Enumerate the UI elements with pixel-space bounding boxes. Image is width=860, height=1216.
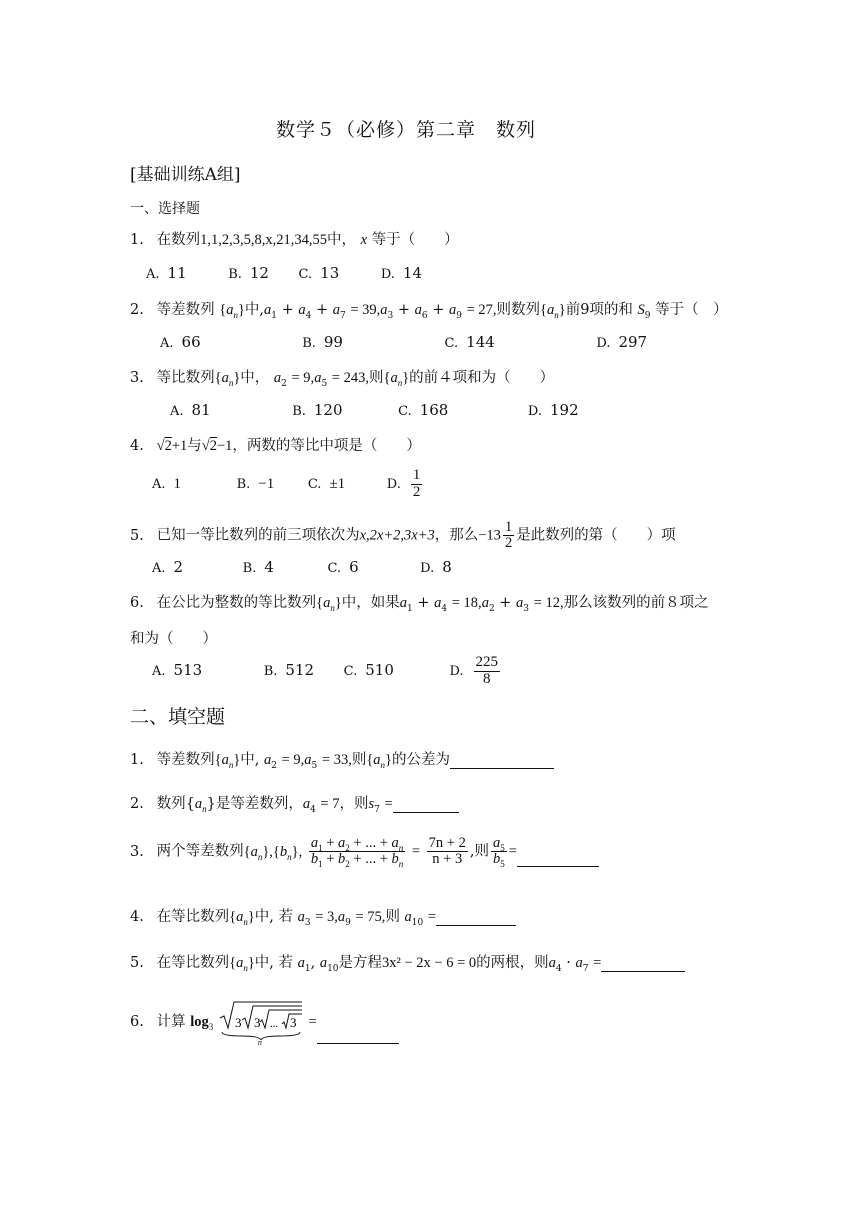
fill-question-6: 6. 计算 $\log_3$ 3 3 ... 3 n = — [130, 1000, 399, 1044]
choice-options-2 — [160, 333, 647, 351]
choice-question-5: 5. 已知一等比数列的前三项依次为x,2x+2,3x+3，那么−13 $\frac{1}{2}$ 是此数列的第（ ）项 — [130, 519, 676, 552]
option-b[interactable]: B. −1 — [236, 476, 275, 493]
fill-question-5: 5. 在等比数列$\{a_n\}$中, 若 $a_1$, $a_{10}$是方程3x² − 2x − 6 = 0的两根，则$a_4 \cdot a_7$ = — [130, 951, 685, 972]
option-a[interactable]: A. 2 — [152, 558, 184, 576]
option-c[interactable]: C. 144 — [444, 333, 495, 351]
svg-text:3: 3 — [234, 1015, 242, 1030]
option-b[interactable]: B. 120 — [292, 401, 343, 419]
question-text: 在数列 — [156, 232, 201, 248]
page-title: 数学５（必修）第二章 数列 — [276, 119, 537, 141]
answer-blank[interactable] — [601, 957, 685, 972]
option-c[interactable]: C. 510 — [343, 661, 394, 680]
option-a[interactable]: A. 81 — [170, 401, 211, 419]
choice-options-4 — [152, 468, 424, 501]
answer-blank[interactable] — [517, 852, 599, 867]
choice-question-3: 3. 等比数列$\{a_n\}$中， $a_2 = 9,a_5 = 243$,则$\{a_n\}$的前４项和为（ ） — [130, 370, 555, 389]
choice-options-3 — [170, 401, 579, 419]
nested-radical: 3 3 ... 3 n — [218, 1000, 304, 1044]
choice-options-5 — [152, 558, 452, 576]
option-d[interactable]: D. 192 — [527, 401, 579, 419]
option-c[interactable]: C. 13 — [298, 264, 340, 282]
option-c[interactable]: C. ±1 — [307, 476, 346, 493]
option-d[interactable]: D. 297 — [596, 333, 648, 351]
option-c[interactable]: C. 6 — [327, 558, 359, 576]
fill-question-2: 2. 数列$\{a_n\}$是等差数列，$a_4 = 7$，则$s_7$ = — [130, 792, 459, 813]
svg-text:3: 3 — [289, 1015, 297, 1030]
choice-question-6: 6. 在公比为整数的等比数列$\{a_n\}$中，如果$a_1 + a_4 = 18,a_2 + a_3 = 12$,那么该数列的前８项之 — [130, 595, 709, 614]
group-label: [基础训练A组] — [130, 165, 241, 185]
option-b[interactable]: B. 512 — [263, 661, 315, 680]
option-a[interactable]: A. 11 — [146, 264, 187, 282]
choice-question-1 — [130, 228, 459, 249]
fill-question-4: 4. 在等比数列$\{a_n\}$中, 若 $a_3 = 3,a_9 = 75$,则 $a_{10}$ = — [130, 905, 516, 926]
answer-blank[interactable] — [436, 911, 516, 926]
fill-question-3: 3. 两个等差数列$\{a_n\},\{b_n\}$, $\frac{a_1 + a_2 + ... + a_n}{b_1 + b_2 + ... + b_n}$ = $\frac{7n + 2}{n + 3}$ ,则 $\frac{a_5}{b_5}$ = — [130, 836, 599, 867]
choice-options-1 — [146, 264, 422, 282]
sequence: 1,1,2,3,5,8,x,21,34,55 — [200, 232, 327, 248]
question-text: 中， — [326, 232, 356, 248]
choice-section-title: 一、选择题 — [130, 201, 200, 217]
answer-blank[interactable] — [450, 754, 554, 769]
option-d[interactable]: D. 8 — [420, 558, 452, 576]
question-number: 1. — [130, 232, 144, 248]
option-d[interactable]: D. $\frac{225}{8}$ — [449, 654, 499, 687]
option-a[interactable]: A. 66 — [160, 333, 201, 351]
svg-text:3: 3 — [253, 1015, 261, 1030]
variable: x — [360, 232, 368, 248]
choice-question-6-line2: 和为（ ） — [130, 631, 217, 647]
fill-section-title: 二、填空题 — [130, 706, 226, 728]
option-a[interactable]: A. 513 — [152, 661, 203, 680]
answer-blank[interactable] — [317, 1029, 399, 1044]
option-c[interactable]: C. 168 — [398, 401, 449, 419]
option-d[interactable]: D. $\frac{1}{2}$ — [386, 467, 421, 500]
option-d[interactable]: D. 14 — [380, 264, 422, 282]
choice-options-6 — [152, 655, 502, 688]
option-b[interactable]: B. 99 — [302, 333, 343, 351]
choice-question-4: 4. √2+1与√2−1，两数的等比中项是（ ） — [130, 438, 421, 454]
option-b[interactable]: B. 4 — [242, 558, 274, 576]
answer-blank[interactable] — [393, 798, 459, 813]
option-b[interactable]: B. 12 — [228, 264, 269, 282]
fill-question-1: 1. 等差数列$\{a_n\}$中, $a_2 = 9,a_5 = 33$,则$\{a_n\}$的公差为 — [130, 748, 554, 769]
option-a[interactable]: A. 1 — [152, 476, 182, 493]
question-text: 等于（ ） — [371, 232, 459, 248]
choice-question-2: 2. 等差数列 $\{a_n\}$中$,a_1 + a_4 + a_7 = 39,a_3 + a_6 + a_9 = 27$,则数列$\{a_n\}$前9项的和 $S_9$ 等于（ ） — [130, 302, 728, 321]
svg-text:...: ... — [269, 1018, 279, 1030]
